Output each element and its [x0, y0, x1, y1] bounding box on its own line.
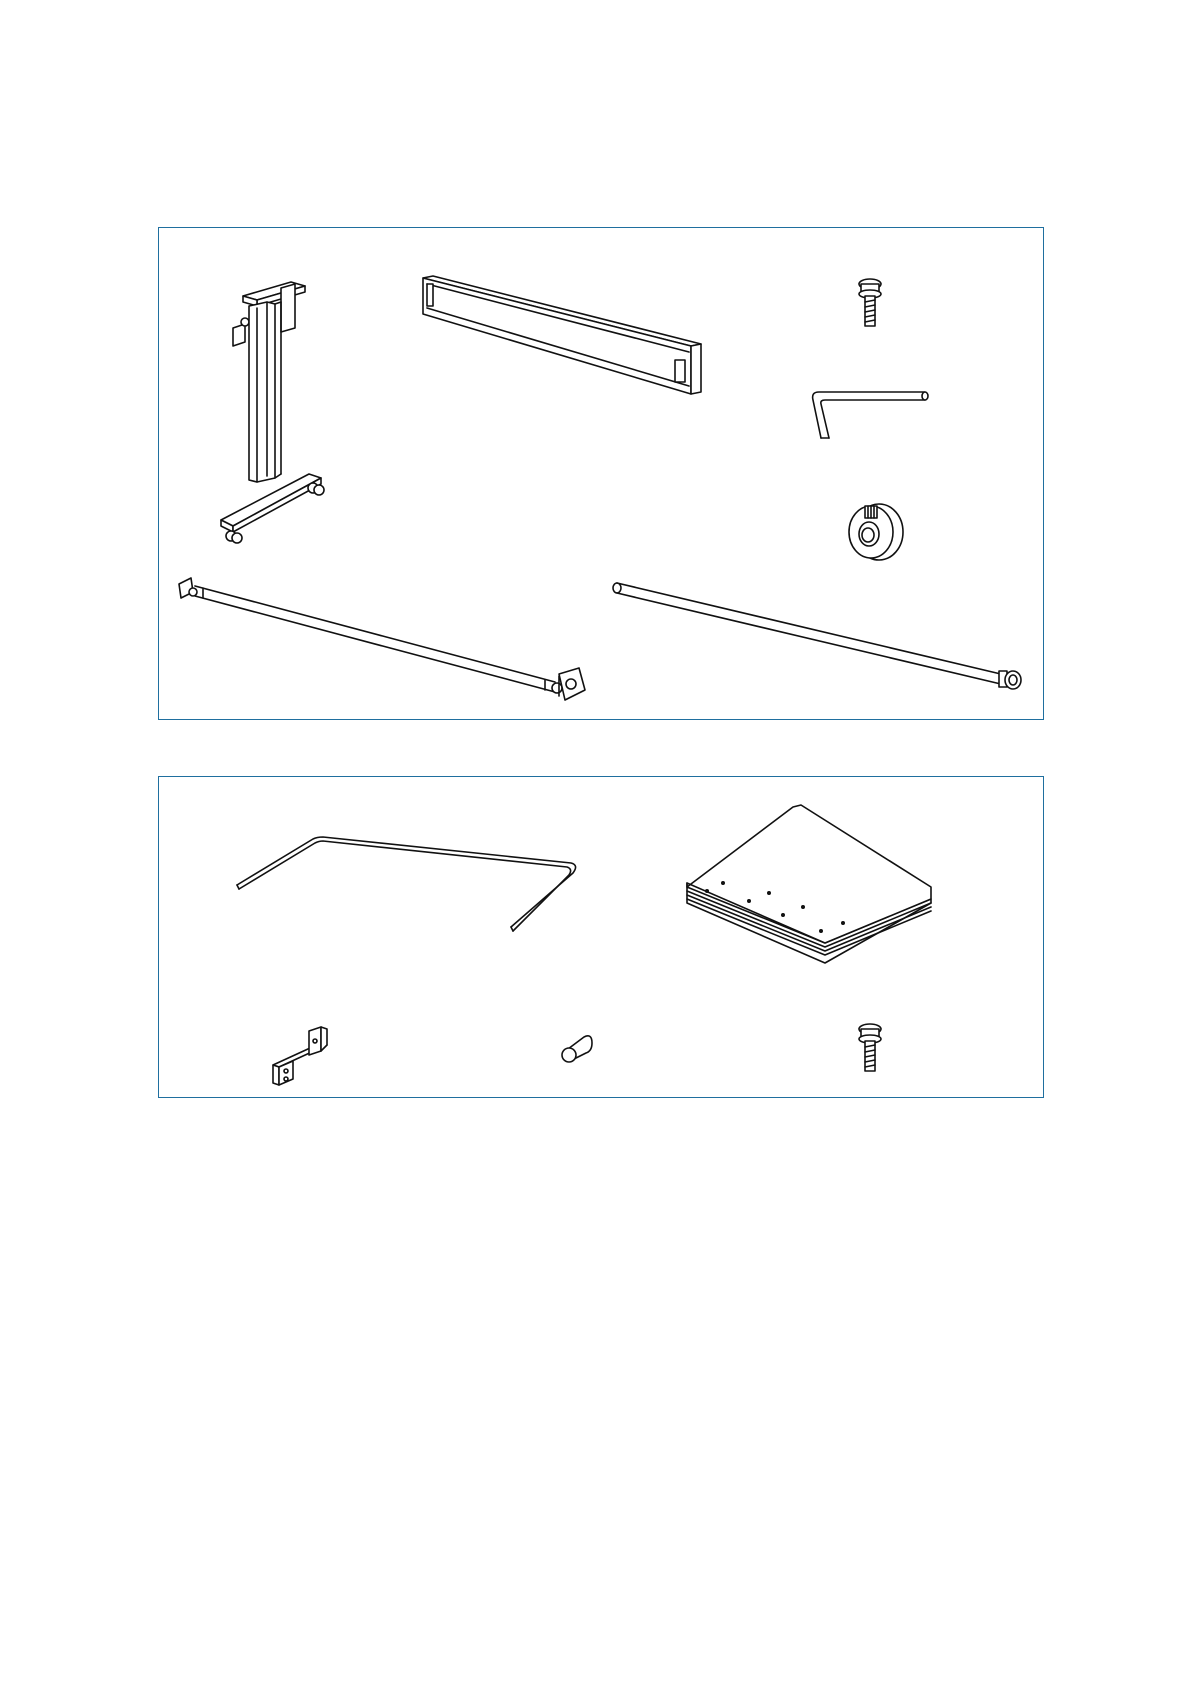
roll-shaft-icon: [613, 583, 1023, 693]
bolt-icon: [858, 278, 882, 328]
lower-stay-icon: [179, 578, 599, 708]
parts-panel-main: [158, 227, 1044, 720]
hex-key-icon: [811, 390, 931, 442]
bracket-icon: [271, 1025, 331, 1087]
stand-leg-icon: [221, 278, 331, 518]
paper-basket-sheets-icon: [685, 803, 935, 963]
wire-guide-icon: [235, 835, 595, 935]
parts-panel-accessories: [158, 776, 1044, 1098]
cross-beam-icon: [423, 278, 713, 398]
cap-icon: [560, 1033, 594, 1063]
bolt-icon-bottom: [858, 1023, 882, 1073]
roll-holder-collar-icon: [845, 500, 905, 562]
